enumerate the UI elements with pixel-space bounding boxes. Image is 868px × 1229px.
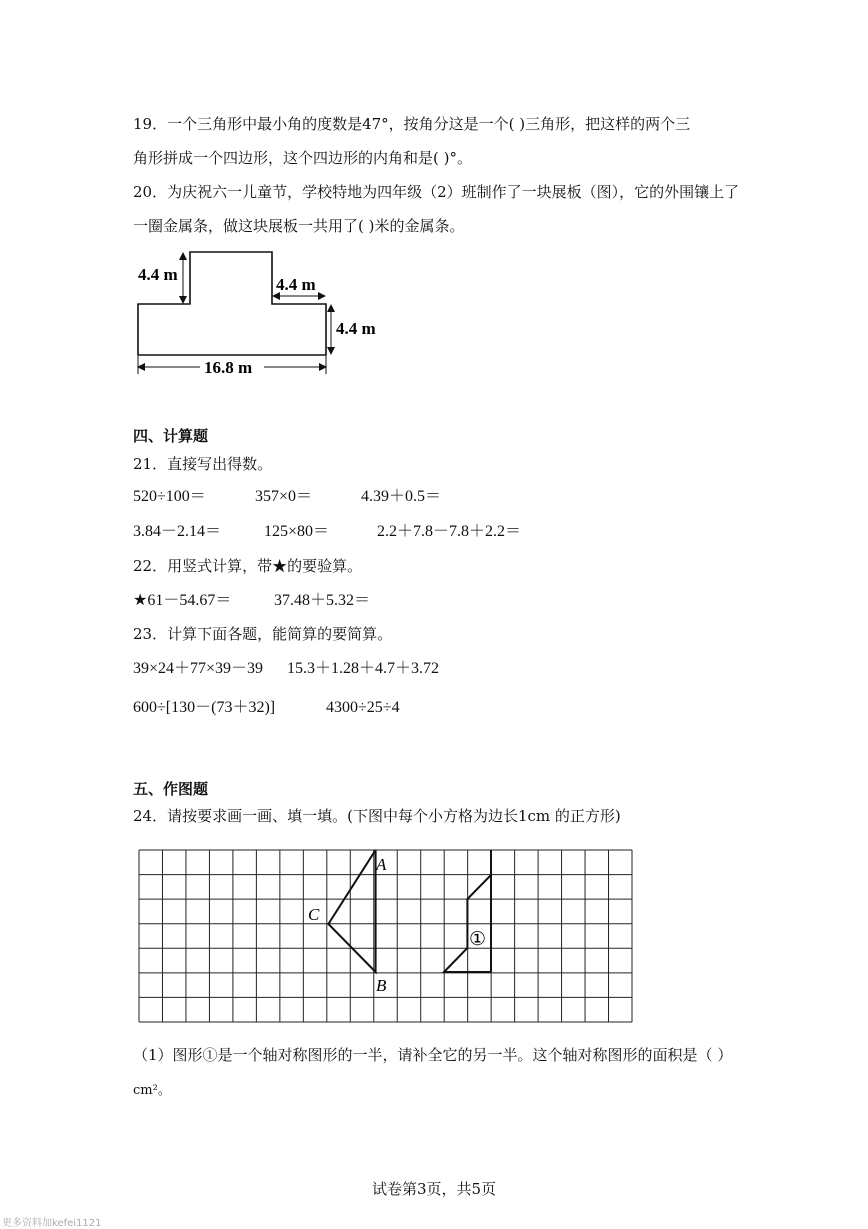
section4-heading: 四、计算题 — [133, 427, 209, 445]
q21-item: 4.39＋0.5＝ — [361, 488, 442, 505]
q21-item: 357×0＝ — [255, 488, 313, 505]
step-width-label: 4.4 m — [276, 275, 316, 294]
label-c: C — [308, 905, 320, 924]
right-height-label: 4.4 m — [336, 319, 376, 338]
q21-item: 2.2＋7.8－7.8＋2.2＝ — [377, 523, 522, 540]
grid-figure — [138, 848, 634, 1026]
q23-item: 39×24＋77×39－39 — [133, 660, 264, 677]
display-board-figure — [128, 242, 388, 382]
bottom-width-label: 16.8 m — [204, 358, 253, 377]
watermark: 更多资料加kefei1121 — [2, 1218, 102, 1229]
left-height-label: 4.4 m — [138, 265, 178, 284]
section5-heading: 五、作图题 — [133, 780, 209, 798]
label-a: A — [376, 855, 387, 874]
page-footer: 试卷第3页，共5页 — [371, 1180, 497, 1198]
q22-title: 22．用竖式计算，带★的要验算。 — [133, 557, 363, 575]
q20-line2: 一圈金属条，做这块展板一共用了( )米的金属条。 — [133, 217, 465, 235]
q22-item: 37.48＋5.32＝ — [274, 592, 371, 609]
q23-item: 4300÷25÷4 — [326, 699, 400, 716]
q21-item: 520÷100＝ — [133, 488, 206, 505]
triangle-acb — [328, 850, 375, 972]
q24-title: 24．请按要求画一画、填一填。(下图中每个小方格为边长1cm 的正方形) — [133, 807, 621, 825]
q21-item: 125×80＝ — [264, 523, 330, 540]
q21-title: 21．直接写出得数。 — [133, 455, 273, 473]
q19-line2: 角形拼成一个四边形，这个四边形的内角和是( )°。 — [133, 149, 472, 167]
q22-item: ★61－54.67＝ — [133, 592, 232, 609]
label-circled-one: ① — [469, 929, 487, 950]
q20-line1: 20．为庆祝六一儿童节，学校特地为四年级（2）班制作了一块展板（图），它的外围镶上了 — [133, 183, 740, 201]
q24-part1-line1: （1）图形①是一个轴对称图形的一半，请补全它的另一半。这个轴对称图形的面积是（ ） — [133, 1046, 733, 1064]
q23-item: 600÷[130－(73＋32)] — [133, 699, 276, 716]
q19-line1: 19．一个三角形中最小角的度数是47°，按角分这是一个( )三角形，把这样的两个三 — [133, 115, 691, 133]
q23-item: 15.3＋1.28＋4.7＋3.72 — [287, 660, 440, 677]
label-b: B — [376, 976, 387, 995]
q23-title: 23．计算下面各题，能简算的要简算。 — [133, 625, 393, 643]
q21-item: 3.84－2.14＝ — [133, 523, 222, 540]
q24-part1-line2: cm²。 — [133, 1083, 171, 1098]
